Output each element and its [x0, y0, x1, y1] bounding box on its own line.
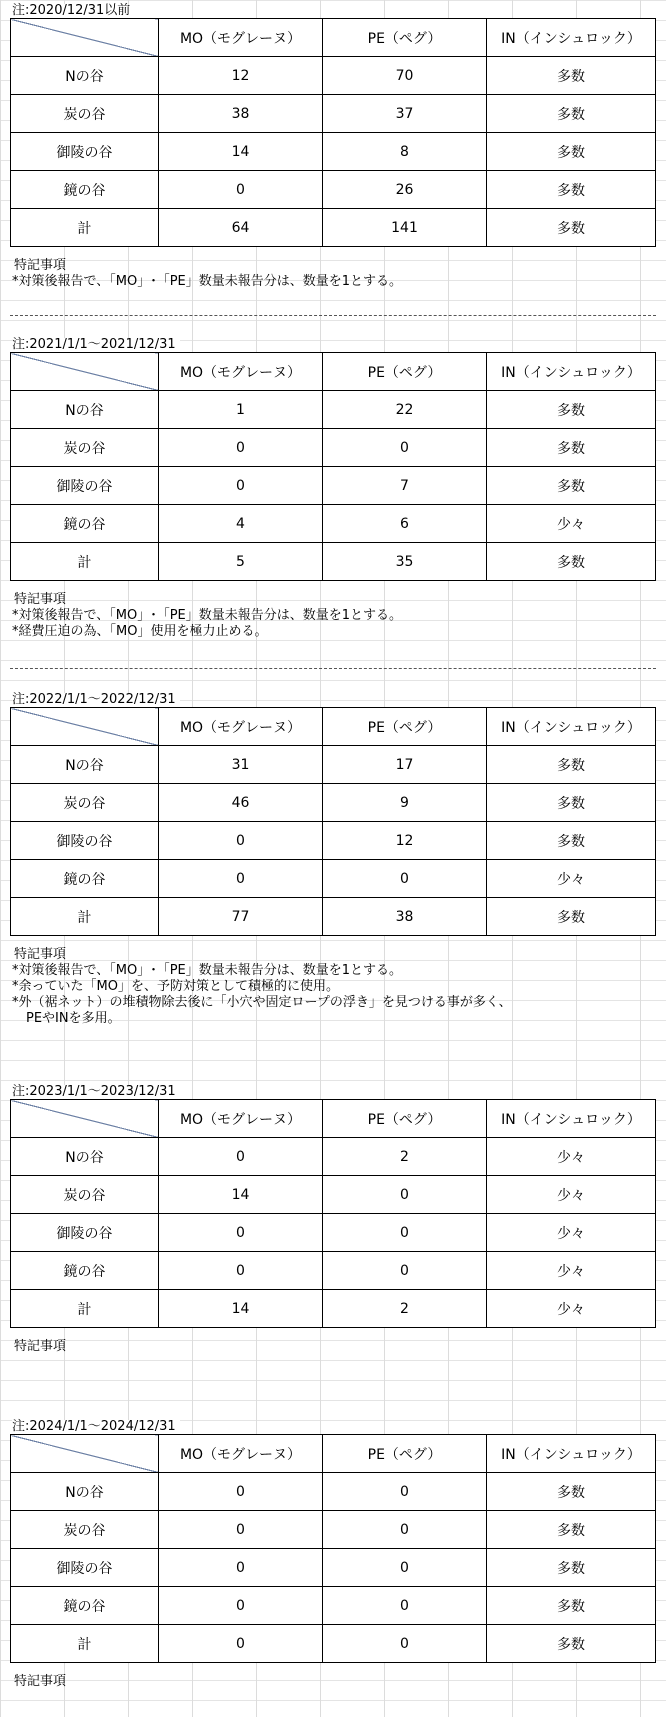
pe-count: 0 [323, 1511, 487, 1549]
mo-count: 12 [159, 57, 323, 95]
header-in: IN（インシュロック） [487, 19, 656, 57]
header-mo: MO（モグレーヌ） [159, 708, 323, 746]
pe-count: 26 [323, 171, 487, 209]
in-amount: 多数 [487, 1587, 656, 1625]
header-pe: PE（ペグ） [323, 19, 487, 57]
table-row [11, 1511, 656, 1549]
table-row [11, 1176, 656, 1214]
pe-count: 0 [323, 1625, 487, 1663]
table-row [11, 746, 656, 784]
header-row [11, 708, 656, 746]
table-row [11, 860, 656, 898]
note-line: *経費圧迫の為、「MO」使用を極力止める。 [12, 624, 268, 639]
pe-count: 0 [323, 429, 487, 467]
mo-count: 0 [159, 822, 323, 860]
in-amount: 多数 [487, 746, 656, 784]
row-label: Nの谷 [11, 1138, 159, 1176]
row-label: 炭の谷 [11, 429, 159, 467]
header-row [11, 353, 656, 391]
row-label: Nの谷 [11, 57, 159, 95]
corner-cell [11, 708, 159, 746]
mo-count: 0 [159, 1511, 323, 1549]
mo-count: 38 [159, 95, 323, 133]
mo-count: 5 [159, 543, 323, 581]
table-row [11, 1549, 656, 1587]
table-row [11, 429, 656, 467]
in-amount: 少々 [487, 860, 656, 898]
period-label: 注:2020/12/31以前 [12, 4, 134, 18]
table-row [11, 505, 656, 543]
pe-count: 9 [323, 784, 487, 822]
notes-title: 特記事項 [14, 1674, 67, 1689]
table-row [11, 467, 656, 505]
in-amount: 少々 [487, 505, 656, 543]
in-amount: 多数 [487, 171, 656, 209]
row-label: 計 [11, 1290, 159, 1328]
table-row [11, 391, 656, 429]
notes-title: 特記事項 [14, 592, 67, 607]
row-label: Nの谷 [11, 1473, 159, 1511]
in-amount: 多数 [487, 57, 656, 95]
in-amount: 少々 [487, 1290, 656, 1328]
in-amount: 多数 [487, 822, 656, 860]
note-line: *外（裾ネット）の堆積物除去後に「小穴や固定ロープの浮き」を見つける事が多く、 [12, 995, 512, 1010]
row-label: 計 [11, 543, 159, 581]
in-amount: 多数 [487, 133, 656, 171]
note-line: PEやINを多用。 [26, 1011, 121, 1026]
pe-count: 70 [323, 57, 487, 95]
row-label: 炭の谷 [11, 1511, 159, 1549]
pe-count: 7 [323, 467, 487, 505]
header-in: IN（インシュロック） [487, 1435, 656, 1473]
in-amount: 多数 [487, 467, 656, 505]
table-row [11, 1625, 656, 1663]
header-mo: MO（モグレーヌ） [159, 1435, 323, 1473]
notes-title: 特記事項 [14, 1339, 67, 1354]
mo-count: 64 [159, 209, 323, 247]
header-pe: PE（ペグ） [323, 353, 487, 391]
corner-cell [11, 1100, 159, 1138]
in-amount: 多数 [487, 1473, 656, 1511]
row-label: Nの谷 [11, 746, 159, 784]
table-row [11, 57, 656, 95]
row-label: 御陵の谷 [11, 1549, 159, 1587]
notes-title: 特記事項 [14, 947, 67, 962]
header-mo: MO（モグレーヌ） [159, 1100, 323, 1138]
header-pe: PE（ペグ） [323, 1435, 487, 1473]
table-row [11, 1473, 656, 1511]
count-table [10, 352, 656, 581]
count-table [10, 1434, 656, 1663]
mo-count: 0 [159, 1473, 323, 1511]
row-label: 鏡の谷 [11, 860, 159, 898]
row-label: Nの谷 [11, 391, 159, 429]
pe-count: 6 [323, 505, 487, 543]
header-pe: PE（ペグ） [323, 1100, 487, 1138]
notes-block [12, 947, 512, 1027]
pe-count: 0 [323, 1252, 487, 1290]
in-amount: 少々 [487, 1252, 656, 1290]
pe-count: 8 [323, 133, 487, 171]
mo-count: 31 [159, 746, 323, 784]
pe-count: 0 [323, 1587, 487, 1625]
in-amount: 多数 [487, 391, 656, 429]
table-row [11, 1290, 656, 1328]
mo-count: 14 [159, 1176, 323, 1214]
period-label: 注:2024/1/1～2024/12/31 [12, 1420, 180, 1434]
pe-count: 35 [323, 543, 487, 581]
mo-count: 0 [159, 1625, 323, 1663]
mo-count: 0 [159, 1214, 323, 1252]
count-table [10, 1099, 656, 1328]
pe-count: 38 [323, 898, 487, 936]
header-row [11, 1100, 656, 1138]
notes-block [12, 258, 402, 290]
row-label: 御陵の谷 [11, 467, 159, 505]
in-amount: 多数 [487, 95, 656, 133]
pe-count: 12 [323, 822, 487, 860]
mo-count: 0 [159, 1252, 323, 1290]
table-row [11, 784, 656, 822]
mo-count: 0 [159, 1138, 323, 1176]
row-label: 御陵の谷 [11, 1214, 159, 1252]
count-table [10, 18, 656, 247]
pe-count: 37 [323, 95, 487, 133]
note-line: *対策後報告で、「MO」･「PE」数量未報告分は、数量を1とする。 [12, 963, 403, 978]
corner-cell [11, 353, 159, 391]
mo-count: 0 [159, 1587, 323, 1625]
in-amount: 少々 [487, 1138, 656, 1176]
in-amount: 多数 [487, 1511, 656, 1549]
notes-block [12, 592, 402, 640]
mo-count: 0 [159, 1549, 323, 1587]
mo-count: 0 [159, 860, 323, 898]
notes-block [12, 1674, 66, 1690]
pe-count: 2 [323, 1138, 487, 1176]
mo-count: 77 [159, 898, 323, 936]
row-label: 炭の谷 [11, 1176, 159, 1214]
header-in: IN（インシュロック） [487, 1100, 656, 1138]
mo-count: 0 [159, 171, 323, 209]
table-row [11, 1252, 656, 1290]
header-in: IN（インシュロック） [487, 708, 656, 746]
header-row [11, 1435, 656, 1473]
row-label: 鏡の谷 [11, 1252, 159, 1290]
header-row [11, 19, 656, 57]
count-table [10, 707, 656, 936]
mo-count: 14 [159, 133, 323, 171]
in-amount: 多数 [487, 1625, 656, 1663]
pe-count: 0 [323, 1176, 487, 1214]
table-row [11, 822, 656, 860]
notes-title: 特記事項 [14, 258, 67, 273]
note-line: *余っていた「MO」を、予防対策として積極的に使用。 [12, 979, 339, 994]
header-pe: PE（ペグ） [323, 708, 487, 746]
row-label: 計 [11, 209, 159, 247]
in-amount: 多数 [487, 429, 656, 467]
row-label: 御陵の谷 [11, 822, 159, 860]
header-mo: MO（モグレーヌ） [159, 353, 323, 391]
mo-count: 46 [159, 784, 323, 822]
period-label: 注:2023/1/1～2023/12/31 [12, 1085, 180, 1099]
note-line: *対策後報告で、「MO」･「PE」数量未報告分は、数量を1とする。 [12, 608, 403, 623]
row-label: 御陵の谷 [11, 133, 159, 171]
table-row [11, 1587, 656, 1625]
row-label: 鏡の谷 [11, 171, 159, 209]
in-amount: 多数 [487, 898, 656, 936]
row-label: 炭の谷 [11, 95, 159, 133]
table-row [11, 95, 656, 133]
note-line: *対策後報告で、「MO」･「PE」数量未報告分は、数量を1とする。 [12, 274, 403, 289]
mo-count: 0 [159, 467, 323, 505]
table-row [11, 133, 656, 171]
pe-count: 141 [323, 209, 487, 247]
row-label: 計 [11, 898, 159, 936]
pe-count: 2 [323, 1290, 487, 1328]
period-label: 注:2021/1/1～2021/12/31 [12, 338, 180, 352]
header-in: IN（インシュロック） [487, 353, 656, 391]
row-label: 炭の谷 [11, 784, 159, 822]
row-label: 鏡の谷 [11, 1587, 159, 1625]
pe-count: 0 [323, 1214, 487, 1252]
corner-cell [11, 1435, 159, 1473]
mo-count: 4 [159, 505, 323, 543]
table-row [11, 171, 656, 209]
table-row [11, 898, 656, 936]
table-row [11, 1138, 656, 1176]
section-divider [10, 315, 656, 316]
in-amount: 多数 [487, 784, 656, 822]
mo-count: 0 [159, 429, 323, 467]
pe-count: 0 [323, 1473, 487, 1511]
period-label: 注:2022/1/1～2022/12/31 [12, 693, 180, 707]
table-row [11, 543, 656, 581]
table-row [11, 1214, 656, 1252]
in-amount: 多数 [487, 209, 656, 247]
corner-cell [11, 19, 159, 57]
notes-block [12, 1339, 66, 1355]
in-amount: 少々 [487, 1176, 656, 1214]
pe-count: 22 [323, 391, 487, 429]
pe-count: 0 [323, 1549, 487, 1587]
header-mo: MO（モグレーヌ） [159, 19, 323, 57]
pe-count: 17 [323, 746, 487, 784]
table-row [11, 209, 656, 247]
in-amount: 多数 [487, 543, 656, 581]
row-label: 計 [11, 1625, 159, 1663]
in-amount: 少々 [487, 1214, 656, 1252]
row-label: 鏡の谷 [11, 505, 159, 543]
mo-count: 1 [159, 391, 323, 429]
in-amount: 多数 [487, 1549, 656, 1587]
pe-count: 0 [323, 860, 487, 898]
section-divider [10, 668, 656, 669]
mo-count: 14 [159, 1290, 323, 1328]
